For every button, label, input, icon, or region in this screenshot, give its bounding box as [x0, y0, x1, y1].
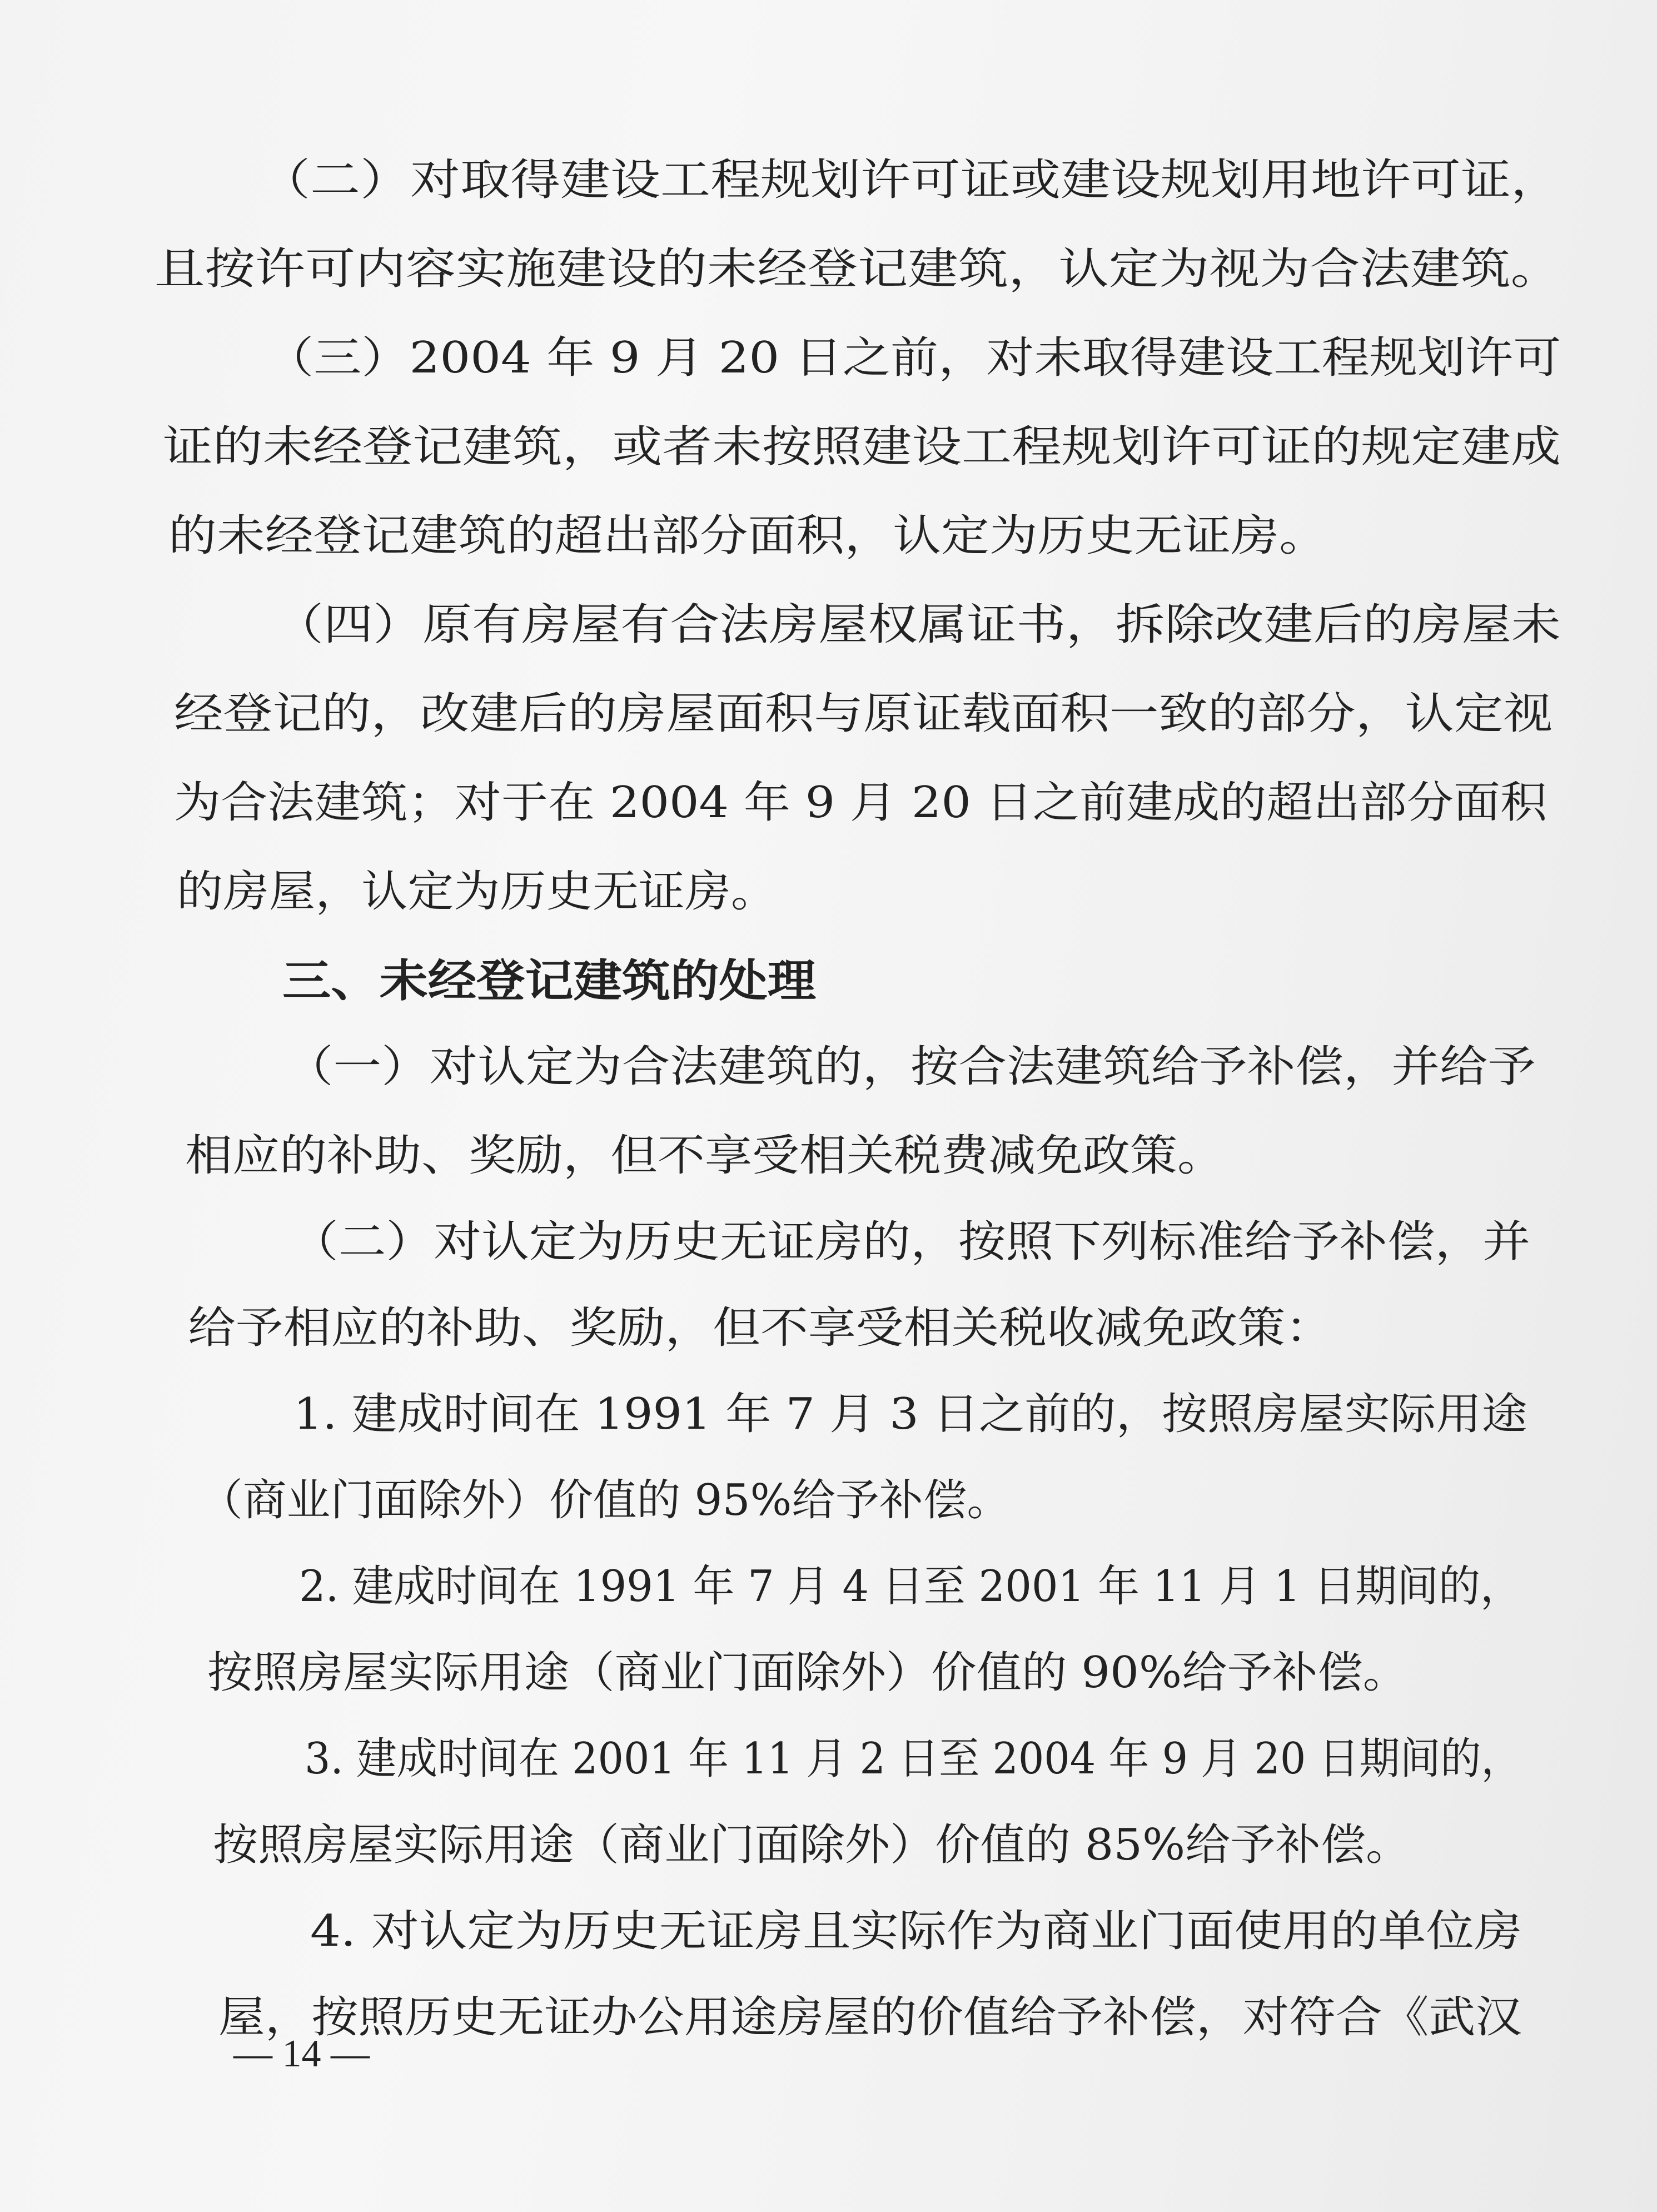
text-line: 的房屋，认定为历史无证房。 [177, 867, 778, 917]
text-line: 4. 对认定为历史无证房且实际作为商业门面使用的单位房 [310, 1906, 1522, 1956]
text-line: 为合法建筑；对于在 2004 年 9 月 20 日之前建成的超出部分面积 [174, 778, 1547, 828]
text-line: 相应的补助、奖励，但不享受相关税费减免政策。 [185, 1131, 1225, 1181]
text-line: 3. 建成时间在 2001 年 11 月 2 日至 2004 年 9 月 20 日期间的， [305, 1734, 1522, 1784]
text-line: 的未经登记建筑的超出部分面积，认定为历史无证房。 [168, 511, 1328, 561]
text-line: 2. 建成时间在 1991 年 7 月 4 日至 2001 年 11 月 1 日期间的， [299, 1562, 1522, 1612]
text-line: 按照房屋实际用途（商业门面除外）价值的 85%给予补偿。 [213, 1820, 1411, 1870]
text-line: 屋，按照历史无证办公用途房屋的价值给予补偿，对符合《武汉 [218, 1992, 1522, 2042]
text-line: 1. 建成时间在 1991 年 7 月 3 日之前的，按照房屋实际用途 [293, 1389, 1527, 1439]
text-line: （三）2004 年 9 月 20 日之前，对未取得建设工程规划许可 [266, 333, 1561, 383]
text-line: 证的未经登记建筑，或者未按照建设工程规划许可证的规定建成 [163, 422, 1561, 472]
text-line: 经登记的，改建后的房屋面积与原证载面积一致的部分，认定视 [174, 689, 1553, 739]
text-line: （二）对认定为历史无证房的，按照下列标准给予补偿，并 [291, 1217, 1531, 1267]
text-line: （商业门面除外）价值的 95%给予补偿。 [199, 1475, 1011, 1525]
text-line: （二）对取得建设工程规划许可证或建设规划用地许可证， [260, 155, 1561, 205]
text-line: （四）原有房屋有合法房屋权属证书，拆除改建后的房屋未 [274, 600, 1561, 650]
text-line: 按照房屋实际用途（商业门面除外）价值的 90%给予补偿。 [207, 1648, 1409, 1698]
page-number: — 14 — [233, 2032, 370, 2075]
text-line: （一）对认定为合法建筑的，按合法建筑给予补偿，并给予 [285, 1042, 1536, 1092]
text-line: 给予相应的补助、奖励，但不享受相关税收减免政策： [188, 1303, 1333, 1353]
section-heading: 三、未经登记建筑的处理 [282, 955, 816, 1007]
text-line: 且按许可内容实施建设的未经登记建筑，认定为视为合法建筑。 [155, 244, 1561, 294]
